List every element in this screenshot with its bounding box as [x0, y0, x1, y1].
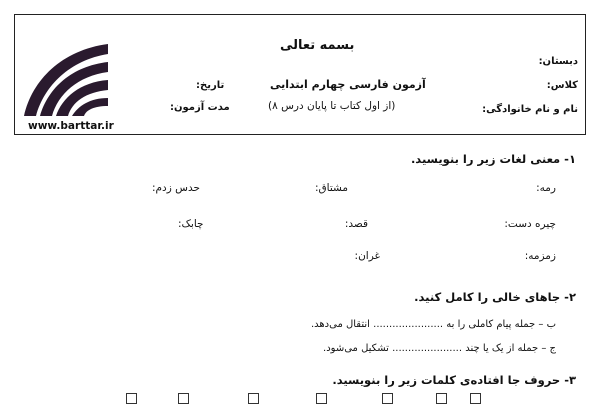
- q2-line-b-blank[interactable]: ......................: [373, 319, 444, 330]
- q3-letter-box[interactable]: [382, 393, 393, 404]
- q1-word-chireh-dast: چیره دست:: [504, 218, 556, 230]
- q3-letter-box[interactable]: [178, 393, 189, 404]
- exam-title: آزمون فارسی چهارم ابتدایی: [270, 78, 426, 91]
- header-divider: [14, 134, 586, 135]
- q2-line-c-end: تشکیل می‌شود.: [323, 343, 389, 354]
- website-url: www.barttar.ir: [28, 120, 114, 132]
- barttar-logo-icon: [22, 40, 110, 116]
- q3-letter-box[interactable]: [248, 393, 259, 404]
- duration-label: مدت آزمون:: [170, 102, 230, 113]
- q2-line-c-blank[interactable]: ......................: [392, 343, 463, 354]
- q1-word-ghasd: قصد:: [344, 218, 368, 230]
- question-1-title: ۱- معنی لغات زیر را بنویسید.: [410, 152, 576, 166]
- frame-left-border: [14, 14, 15, 134]
- q3-letter-box[interactable]: [316, 393, 327, 404]
- frame-top-border: [14, 14, 586, 15]
- q1-word-moshtagh: مشتاق:: [314, 182, 348, 194]
- q3-letter-box[interactable]: [470, 393, 481, 404]
- q2-line-b: [311, 319, 556, 330]
- date-label: تاریخ:: [196, 80, 225, 91]
- q2-line-c: [323, 343, 556, 354]
- page-heading: بسمه تعالی: [280, 38, 355, 53]
- frame-right-border: [585, 14, 586, 134]
- q1-word-zemzemeh: زمزمه:: [524, 250, 556, 262]
- school-label: دبستان:: [538, 56, 578, 67]
- q1-word-chabok: چابک:: [178, 218, 204, 230]
- student-name-label: نام و نام خانوادگی:: [482, 104, 578, 115]
- q3-letter-box[interactable]: [436, 393, 447, 404]
- question-3-title: ۳- حروف جا افتاده‌ی کلمات زیر را بنویسید.: [332, 373, 576, 387]
- q1-word-hads-zadam: حدس زدم:: [152, 182, 200, 194]
- class-label: کلاس:: [546, 80, 578, 91]
- q3-letter-box[interactable]: [126, 393, 137, 404]
- q1-word-rameh: رمه:: [536, 182, 556, 194]
- q1-word-gharan: غران:: [354, 250, 380, 262]
- question-2-title: ۲- جاهای خالی را کامل کنید.: [414, 290, 576, 304]
- q2-line-b-start: ب – جمله پیام کاملی را به: [446, 319, 556, 330]
- q2-line-c-start: ج – جمله از یک یا چند: [465, 343, 556, 354]
- exam-scope: (از اول کتاب تا پایان درس ۸): [268, 100, 396, 112]
- q2-line-b-end: انتقال می‌دهد.: [310, 319, 370, 330]
